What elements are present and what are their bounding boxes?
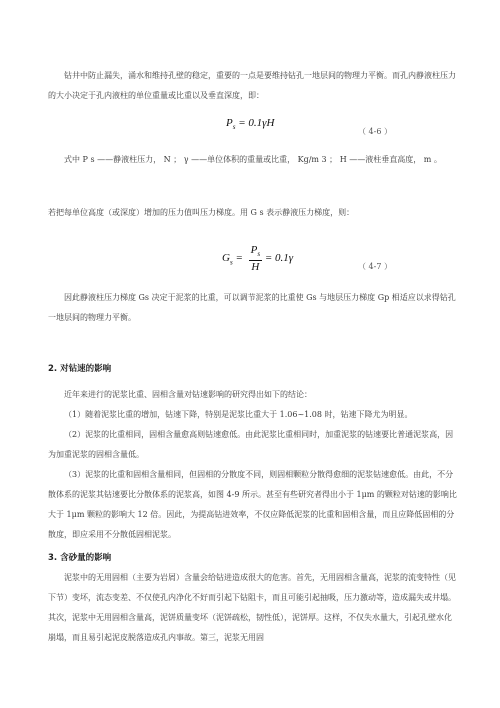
eq1-lhs: P bbox=[226, 117, 233, 129]
eq2-rhs: = 0.1γ bbox=[264, 252, 294, 265]
symbol-definitions: 式中 P s ——静液柱压力， N ； γ ——单位体积的重量或比重， Kg/m 3 ； H ——液柱垂直高度， m 。 bbox=[64, 155, 442, 164]
section-2-item-1: （1）随着泥浆比重的增加，钻速下降，特别是泥浆比重大于 1.06~1.08 时，钻速下降尤为明显。 bbox=[64, 410, 413, 419]
equation-4-7: $G_s$ = $\frac{P_s}{H}$ = 0.1γ bbox=[222, 244, 294, 274]
section-3-body: 泥浆中的无用固相（主要为岩屑）含量会给钻进造成很大的危害。首先，无用固相含量高，泥浆的流变特性（见下节）变坏，流态变差、不仅使孔内净化不好而引起下钻阻卡，而且可能引起抽吸，压力激动等，造成漏失或井塌。其次，泥浆中无用固相含量高，泥饼质量变坏（泥饼疏松，韧性低），泥饼厚。这样，不仅失水量大，引起孔壁水化崩塌，而且易引起泥皮脱落造成孔内事故。第三，泥浆无用固 bbox=[48, 573, 456, 642]
gradient-conclusion-paragraph: 因此静液柱压力梯度 Gs 决定于泥浆的比重，可以调节泥浆的比重使 Gs 与地层压力梯度 Gp 相适应以求得钻孔一地层间的物理力平衡。 bbox=[48, 293, 456, 322]
equation-number-4-7: （ 4-7 ） bbox=[358, 262, 392, 271]
section-2-lead: 近年来进行的泥浆比重、固相含量对钻速影响的研究得出如下的结论： bbox=[64, 390, 312, 399]
gradient-intro-paragraph: 若把每单位高度（或深度）增加的压力值叫压力梯度。用 G s 表示静液压力梯度，则： bbox=[48, 208, 355, 217]
eq2-lhs: G bbox=[222, 252, 230, 265]
eq2-sub: s bbox=[229, 258, 233, 267]
section-2-item-2: （2）泥浆的比重相同，固相含量愈高则钻速愈低。由此泥浆比重相同时，加重泥浆的钻速要比普通泥浆高，因为加重泥浆的固相含量低。 bbox=[48, 430, 454, 459]
section-3-heading: 3. 含砂量的影响 bbox=[48, 553, 112, 563]
section-2-item-3: （3）泥浆的比重和固相含量相同，但固相的分散度不同，则固相颗粒分散得愈细的泥浆钻速愈低。由此，不分散体系的泥浆其钻速要比分散体系的泥浆高，如图 4-9 所示。甚至有些研究者得出小于 1μm 的颗粒对钻速的影响比大于 1μm 颗粒的影响大 12 倍。因此，为提高钻进效率，不仅应降低泥浆的比重和固相含量，而且应降低固相的分散度，即应采用不分散低固相泥浆。 bbox=[48, 470, 457, 539]
equation-4-6 bbox=[226, 117, 274, 131]
eq1-rhs: = 0.1γH bbox=[238, 117, 275, 129]
eq2-fraction bbox=[249, 244, 262, 273]
section-2-heading: 2. 对钻速的影响 bbox=[48, 364, 112, 374]
eq2-frac-numerator: P bbox=[250, 244, 258, 256]
intro-paragraph: 钻井中防止漏失，涌水和维持孔壁的稳定，重要的一点是要维持钻孔一地层间的物理力平衡。而孔内静液柱压力的大小决定于孔内液柱的单位重量或比重以及垂直深度，即： bbox=[48, 71, 456, 100]
eq1-sub: s bbox=[232, 123, 236, 132]
eq2-frac-denominator: H bbox=[251, 261, 260, 274]
eq2-frac-num-sub: s bbox=[257, 250, 261, 259]
equation-number-4-6: （ 4-6 ） bbox=[358, 127, 392, 136]
